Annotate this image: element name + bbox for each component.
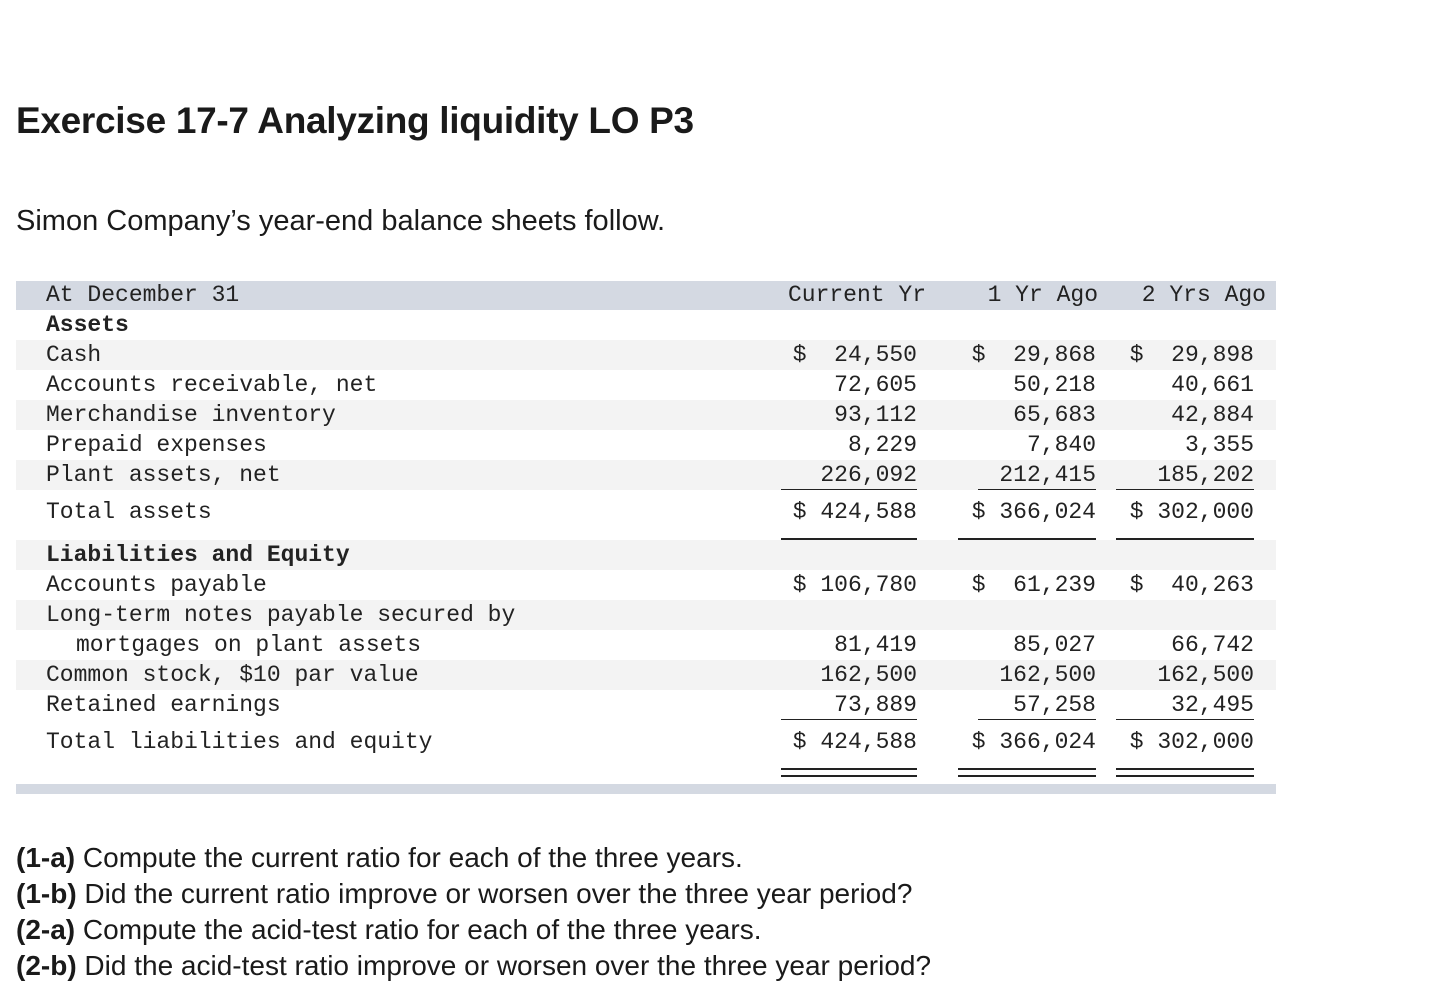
total-assets-row [16, 490, 1276, 540]
table-bottom-bar [16, 784, 1276, 794]
table-row [16, 600, 1276, 630]
cell-2-yrs-ago: $ 302,000 [1129, 499, 1254, 525]
liabilities-heading-row [16, 540, 1276, 570]
table-row [16, 570, 1276, 600]
cell-2-yrs-ago: $ 29,898 [1129, 342, 1254, 368]
cell-1-yr-ago: 162,500 [999, 662, 1096, 688]
row-label: Long-term notes payable secured by [46, 602, 516, 628]
balance-sheet-table [16, 281, 1276, 770]
cell-1-yr-ago: $ 366,024 [971, 499, 1096, 525]
cell-1-yr-ago: $ 29,868 [971, 342, 1096, 368]
cell-2-yrs-ago: 40,661 [1171, 372, 1254, 398]
table-header-row [16, 281, 1276, 310]
question-1b [16, 876, 931, 912]
cell-current-yr: 226,092 [820, 462, 917, 488]
question-tag: (1-b) [16, 878, 77, 909]
table-row [16, 430, 1276, 460]
header-label: At December 31 [46, 282, 240, 308]
question-text: Did the acid-test ratio improve or worsen over the three year period? [76, 950, 932, 981]
question-1a [16, 840, 931, 876]
table-row [16, 400, 1276, 430]
cell-current-yr: 81,419 [834, 632, 917, 658]
double-rule [958, 768, 1096, 777]
row-label: Retained earnings [46, 692, 281, 718]
table-row [16, 370, 1276, 400]
cell-2-yrs-ago: 42,884 [1171, 402, 1254, 428]
row-label: Prepaid expenses [46, 432, 267, 458]
question-list [16, 840, 931, 984]
header-2-yrs-ago: 2 Yrs Ago [1141, 282, 1266, 308]
cell-1-yr-ago: 50,218 [1013, 372, 1096, 398]
cell-current-yr: $ 24,550 [792, 342, 917, 368]
row-label: Plant assets, net [46, 462, 281, 488]
double-rule [781, 768, 917, 777]
assets-heading-row [16, 310, 1276, 340]
cell-1-yr-ago: $ 61,239 [971, 572, 1096, 598]
question-tag: (2-b) [16, 950, 77, 981]
header-current-yr: Current Yr [787, 282, 926, 308]
cell-2-yrs-ago: 162,500 [1157, 662, 1254, 688]
cell-1-yr-ago: 7,840 [1026, 432, 1096, 458]
cell-current-yr: 162,500 [820, 662, 917, 688]
table-row [16, 660, 1276, 690]
total-liabilities-equity-row [16, 720, 1276, 770]
cell-current-yr: $ 424,588 [792, 729, 917, 755]
question-text: Compute the acid-test ratio for each of the three years. [75, 914, 762, 945]
cell-2-yrs-ago: 32,495 [1171, 692, 1254, 718]
cell-current-yr: $ 106,780 [792, 572, 917, 598]
liabilities-heading: Liabilities and Equity [46, 542, 350, 568]
row-label: Accounts payable [46, 572, 267, 598]
row-label: Total assets [46, 499, 212, 525]
cell-current-yr: 72,605 [834, 372, 917, 398]
cell-1-yr-ago: 85,027 [1013, 632, 1096, 658]
row-label: Merchandise inventory [46, 402, 336, 428]
double-rule [1116, 768, 1254, 777]
cell-2-yrs-ago: $ 302,000 [1129, 729, 1254, 755]
cell-current-yr: 73,889 [834, 692, 917, 718]
cell-current-yr: 93,112 [834, 402, 917, 428]
row-label: mortgages on plant assets [76, 632, 422, 658]
cell-2-yrs-ago: 66,742 [1171, 632, 1254, 658]
cell-1-yr-ago: $ 366,024 [971, 729, 1096, 755]
cell-1-yr-ago: 57,258 [1013, 692, 1096, 718]
header-1-yr-ago: 1 Yr Ago [987, 282, 1098, 308]
row-label: Cash [46, 342, 102, 368]
cell-1-yr-ago: 65,683 [1013, 402, 1096, 428]
table-row [16, 630, 1276, 660]
cell-1-yr-ago: 212,415 [999, 462, 1096, 488]
question-text: Compute the current ratio for each of the three years. [75, 842, 743, 873]
table-row [16, 460, 1276, 490]
question-2a [16, 912, 931, 948]
cell-2-yrs-ago: 185,202 [1157, 462, 1254, 488]
row-label: Total liabilities and equity [46, 729, 433, 755]
question-2b [16, 948, 931, 984]
cell-2-yrs-ago: 3,355 [1184, 432, 1254, 458]
exercise-title: Exercise 17-7 Analyzing liquidity LO P3 [16, 100, 694, 141]
question-text: Did the current ratio improve or worsen over the three year period? [76, 878, 913, 909]
table-row [16, 340, 1276, 370]
assets-heading: Assets [46, 312, 129, 338]
cell-current-yr: $ 424,588 [792, 499, 917, 525]
table-row [16, 690, 1276, 720]
intro-text: Simon Company’s year-end balance sheets follow. [16, 205, 666, 237]
question-tag: (1-a) [16, 842, 76, 873]
row-label: Accounts receivable, net [46, 372, 378, 398]
cell-current-yr: 8,229 [847, 432, 917, 458]
cell-2-yrs-ago: $ 40,263 [1129, 572, 1254, 598]
question-tag: (2-a) [16, 914, 76, 945]
row-label: Common stock, $10 par value [46, 662, 419, 688]
